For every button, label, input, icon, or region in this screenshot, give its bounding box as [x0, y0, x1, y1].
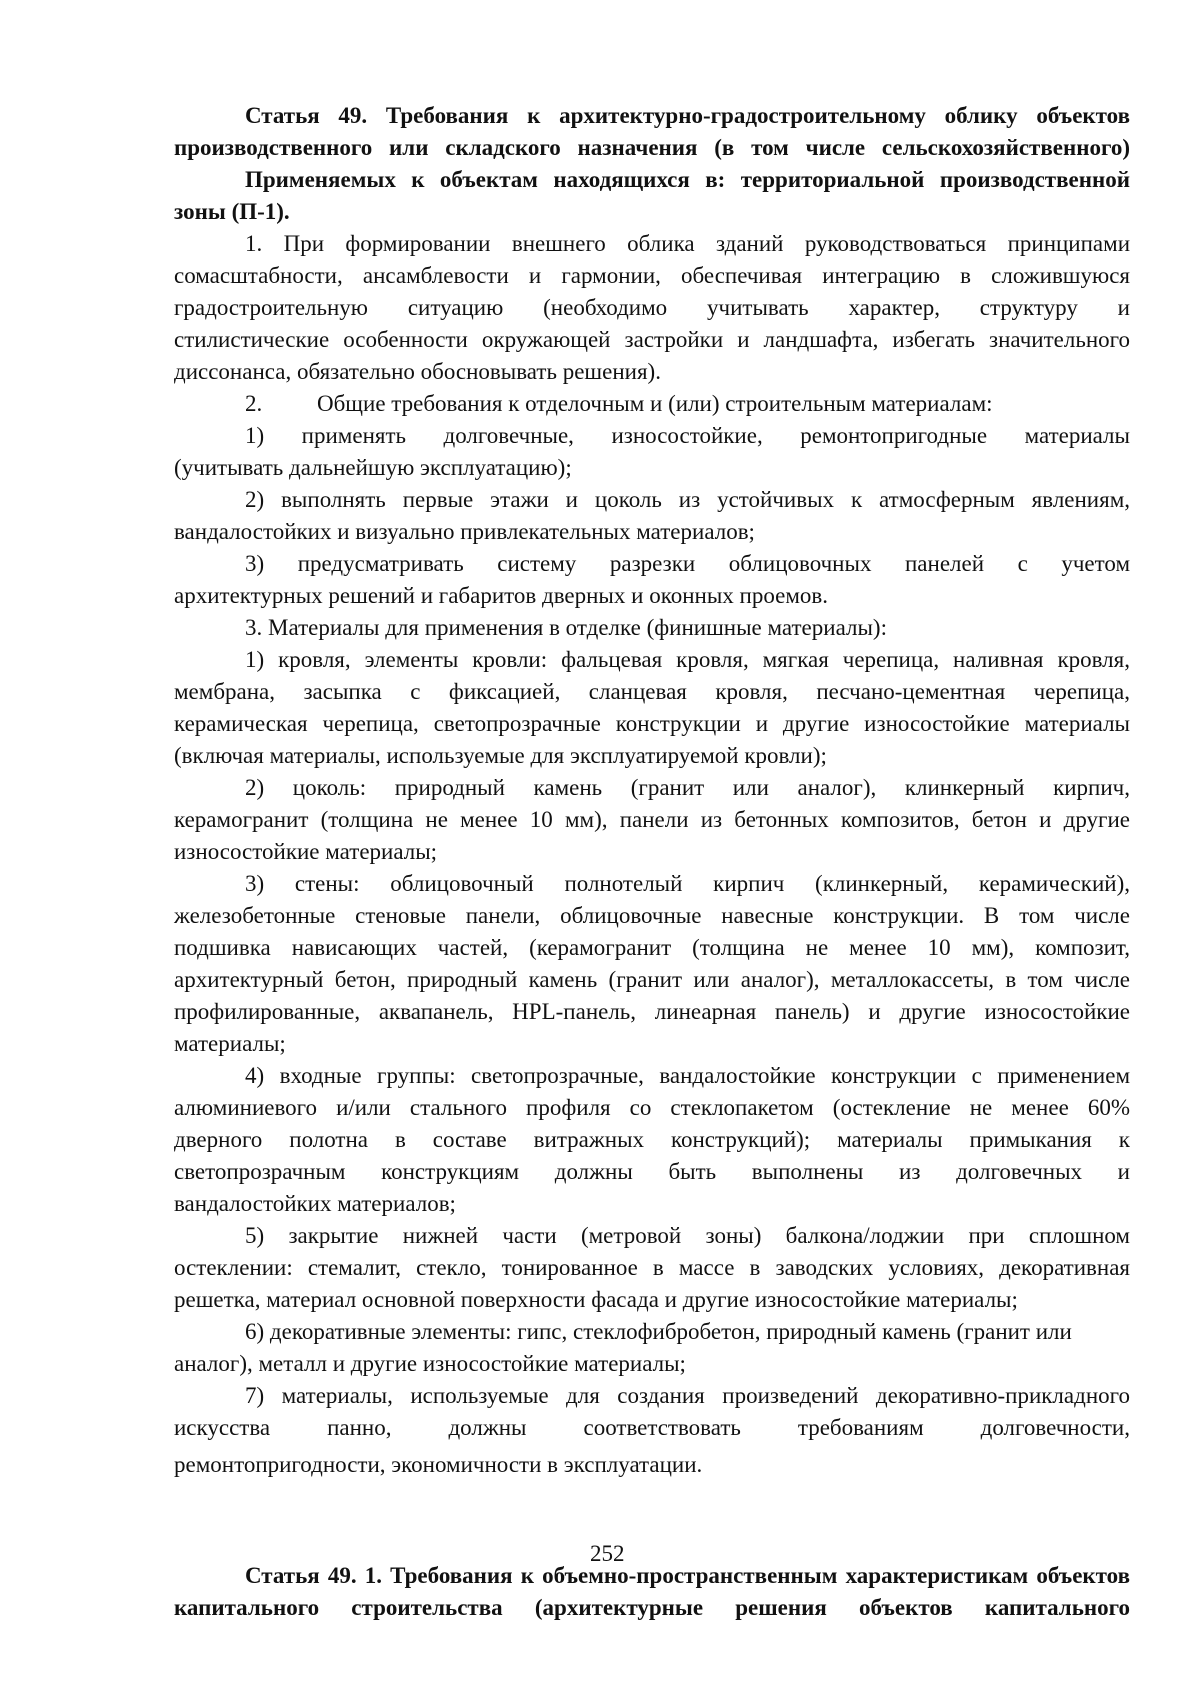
paragraph-3-item-2-line: износостойкие материалы; — [174, 839, 438, 864]
paragraph-2-item-3-line: архитектурных решений и габаритов дверных и оконных проемов. — [174, 583, 828, 608]
paragraph-3-item-1-line: (включая материалы, используемые для эксплуатируемой кровли); — [174, 743, 827, 768]
paragraph-3-item-5-line: остеклении: стемалит, стекло, тонированное в массе в заводских условиях, декоративная — [174, 1255, 1130, 1280]
paragraph-3-item-4-line: светопрозрачным конструкциям должны быть выполнены из долговечных и — [174, 1159, 1130, 1184]
paragraph-3-item-4-line: 4) входные группы: светопрозрачные, вандалостойкие конструкции с применением — [245, 1063, 1130, 1088]
paragraph-3-item-2-line: 2) цоколь: природный камень (гранит или аналог), клинкерный кирпич, — [245, 775, 1130, 800]
paragraph-3-item-3-line: профилированные, аквапанель, HPL-панель, линеарная панель) и другие износостойкие — [174, 999, 1130, 1024]
article-49-heading-line-3: Применяемых к объектам находящихся в: территориальной производственной — [245, 167, 1130, 192]
paragraph-3-item-3-line: железобетонные стеновые панели, облицовочные навесные конструкции. В том числе — [174, 903, 1130, 928]
article-49-heading-line-4: зоны (П-1). — [174, 199, 290, 224]
paragraph-2-item-2-line: вандалостойких и визуально привлекательных материалов; — [174, 519, 755, 544]
paragraph-2-item-1-line: (учитывать дальнейшую эксплуатацию); — [174, 455, 572, 480]
paragraph-3-item-3-line: архитектурный бетон, природный камень (гранит или аналог), металлокассеты, в том числе — [174, 967, 1130, 992]
paragraph-3-item-4-line: дверного полотна в составе витражных конструкций); материалы примыкания к — [174, 1127, 1130, 1152]
paragraph-3-item-6-line: аналог), металл и другие износостойкие материалы; — [174, 1351, 686, 1376]
page-number: 252 — [590, 1541, 625, 1566]
paragraph-1-line: диссонанса, обязательно обосновывать решения). — [174, 359, 661, 384]
paragraph-3-item-5-line: 5) закрытие нижней части (метровой зоны) балкона/лоджии при сплошном — [245, 1223, 1130, 1248]
paragraph-2-item-3-line: 3) предусматривать систему разрезки облицовочных панелей с учетом — [245, 551, 1130, 576]
article-49-heading-line-1: Статья 49. Требования к архитектурно-градостроительному облику объектов — [245, 103, 1130, 128]
article-49-heading-line-2: производственного или складского назначения (в том числе сельскохозяйственного) — [174, 135, 1130, 160]
paragraph-1-line: градостроительную ситуацию (необходимо учитывать характер, структуру и — [174, 295, 1130, 320]
paragraph-3-item-3-line: 3) стены: облицовочный полнотелый кирпич (клинкерный, керамический), — [245, 871, 1130, 896]
paragraph-1-line: стилистические особенности окружающей застройки и ландшафта, избегать значительного — [174, 327, 1130, 352]
paragraph-3-item-5-line: решетка, материал основной поверхности фасада и другие износостойкие материалы; — [174, 1287, 1018, 1312]
paragraph-2-heading — [174, 388, 1130, 420]
paragraph-3-item-7-line: 7) материалы, используемые для создания произведений декоративно-прикладного — [245, 1383, 1130, 1408]
paragraph-3-item-2-line: керамогранит (толщина не менее 10 мм), панели из бетонных композитов, бетон и другие — [174, 807, 1130, 832]
paragraph-3-item-4-line: вандалостойких материалов; — [174, 1191, 456, 1216]
paragraph-1-line: сомасштабности, ансамблевости и гармонии, обеспечивая интеграцию в сложившуюся — [174, 263, 1130, 288]
paragraph-3-item-1-line: 1) кровля, элементы кровли: фальцевая кровля, мягкая черепица, наливная кровля, — [245, 647, 1130, 672]
paragraph-1-line: 1. При формировании внешнего облика зданий руководствоваться принципами — [245, 231, 1130, 256]
paragraph-3-item-7-line: ремонтопригодности, экономичности в эксплуатации. — [174, 1452, 703, 1477]
paragraph-3-item-6-line: 6) декоративные элементы: гипс, стеклофибробетон, природный камень (гранит или — [245, 1319, 1072, 1344]
paragraph-2-item-2-line: 2) выполнять первые этажи и цоколь из устойчивых к атмосферным явлениям, — [245, 487, 1130, 512]
paragraph-3-heading: 3. Материалы для применения в отделке (финишные материалы): — [245, 615, 887, 640]
article-49-1-heading-line-1: Статья 49. 1. Требования к объемно-пространственным характеристикам объектов — [245, 1563, 1130, 1588]
paragraph-3-item-1-line: керамическая черепица, светопрозрачные конструкции и другие износостойкие материалы — [174, 711, 1130, 736]
paragraph-3-item-1-line: мембрана, засыпка с фиксацией, сланцевая кровля, песчано-цементная черепица, — [174, 679, 1130, 704]
paragraph-3-item-4-line: алюминиевого и/или стального профиля со стеклопакетом (остекление не менее 60% — [174, 1095, 1130, 1120]
article-49-1-heading-line-2: капитального строительства (архитектурные решения объектов капитального — [174, 1595, 1130, 1620]
paragraph-3-item-3-line: материалы; — [174, 1031, 286, 1056]
paragraph-2-number: 2. — [245, 391, 263, 416]
paragraph-3-item-7-line: искусства панно, должны соответствовать требованиям долговечности, — [174, 1415, 1130, 1440]
paragraph-2-text: Общие требования к отделочным и (или) строительным материалам: — [317, 391, 993, 416]
paragraph-3-item-3-line: подшивка нависающих частей, (керамогранит (толщина не менее 10 мм), композит, — [174, 935, 1130, 960]
paragraph-2-item-1-line: 1) применять долговечные, износостойкие, ремонтопригодные материалы — [245, 423, 1130, 448]
